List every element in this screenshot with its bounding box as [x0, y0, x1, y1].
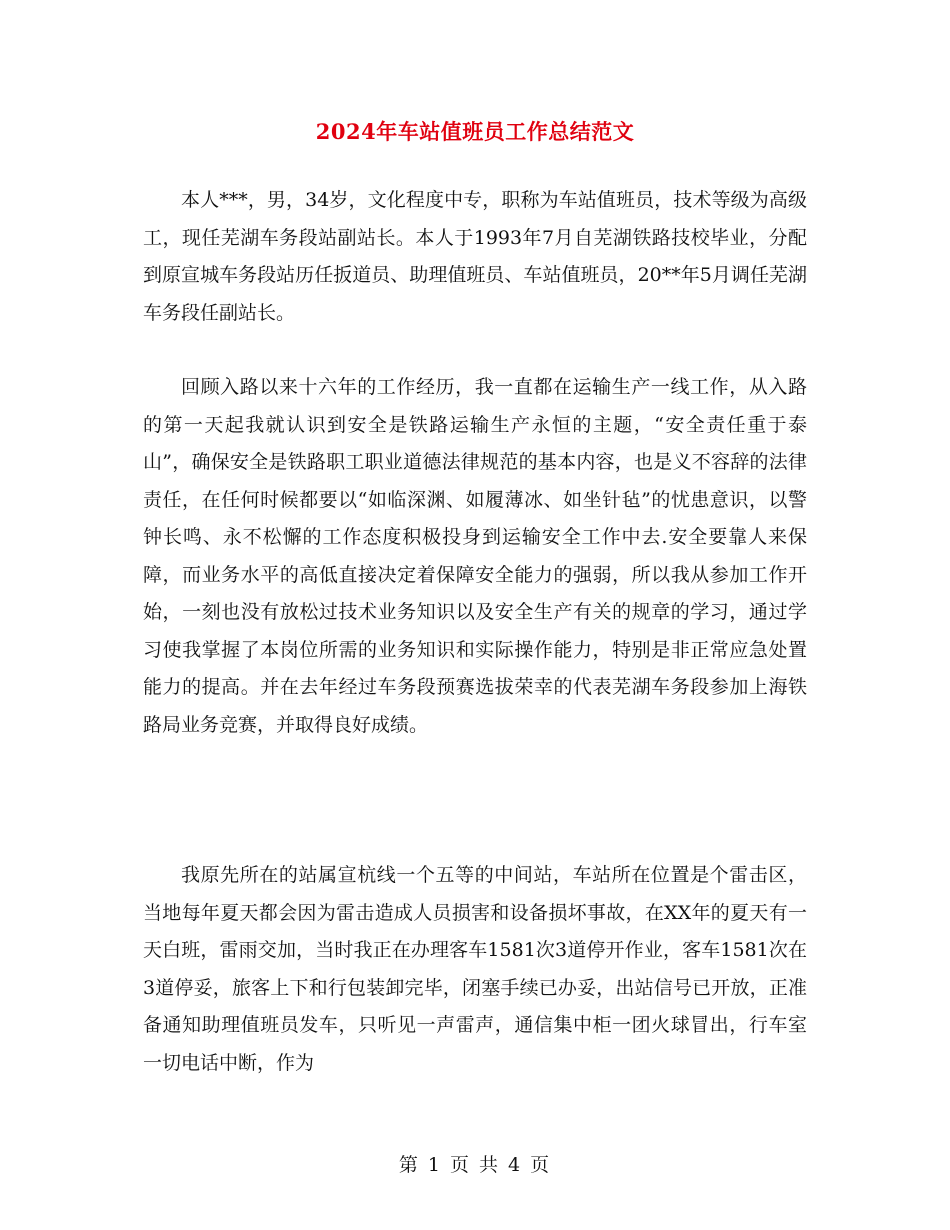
paragraph-3: 我原先所在的站属宣杭线一个五等的中间站，车站所在位置是个雷击区，当地每年夏天都会因为雷击造成人员损害和设备损坏事故，在XX年的夏天有一天白班，雷雨交加，当时我正在办理客车1581次3道停开作业，客车1581次在3道停妥，旅客上下和行包装卸完毕，闭塞手续已办妥，出站信号已开放，正准备通知助理值班员发车，只听见一声雷声，通信集中柜一团火球冒出，行车室一切电话中断，作为: [143, 864, 807, 1074]
document-title: 2024年车站值班员工作总结范文: [315, 119, 635, 144]
page-footer: 第 1 页 共 4 页: [398, 1154, 552, 1176]
paragraph-2: 回顾入路以来十六年的工作经历，我一直都在运输生产一线工作，从入路的第一天起我就认识到安全是铁路运输生产永恒的主题，“安全责任重于泰山”，确保安全是铁路职工职业道德法律规范的基本内容，也是义不容辞的法律责任，在任何时候都要以“如临深渊、如履薄冰、如坐针毡”的忧患意识，以警钟长鸣、永不松懈的工作态度积极投身到运输安全工作中去.安全要靠人来保障，而业务水平的高低直接决定着保障安全能力的强弱，所以我从参加工作开始，一刻也没有放松过技术业务知识以及安全生产有关的规章的学习，通过学习使我掌握了本岗位所需的业务知识和实际操作能力，特别是非正常应急处置能力的提高。并在去年经过车务段预赛选拔荣幸的代表芜湖车务段参加上海铁路局业务竞赛，并取得良好成绩。: [143, 376, 807, 736]
paragraph-1: 本人***，男，34岁，文化程度中专，职称为车站值班员，技术等级为高级工，现任芜湖车务段站副站长。本人于1993年7月自芜湖铁路技校毕业，分配到原宣城车务段站历任扳道员、助理值班员、车站值班员，20**年5月调任芜湖车务段任副站长。: [143, 189, 807, 324]
